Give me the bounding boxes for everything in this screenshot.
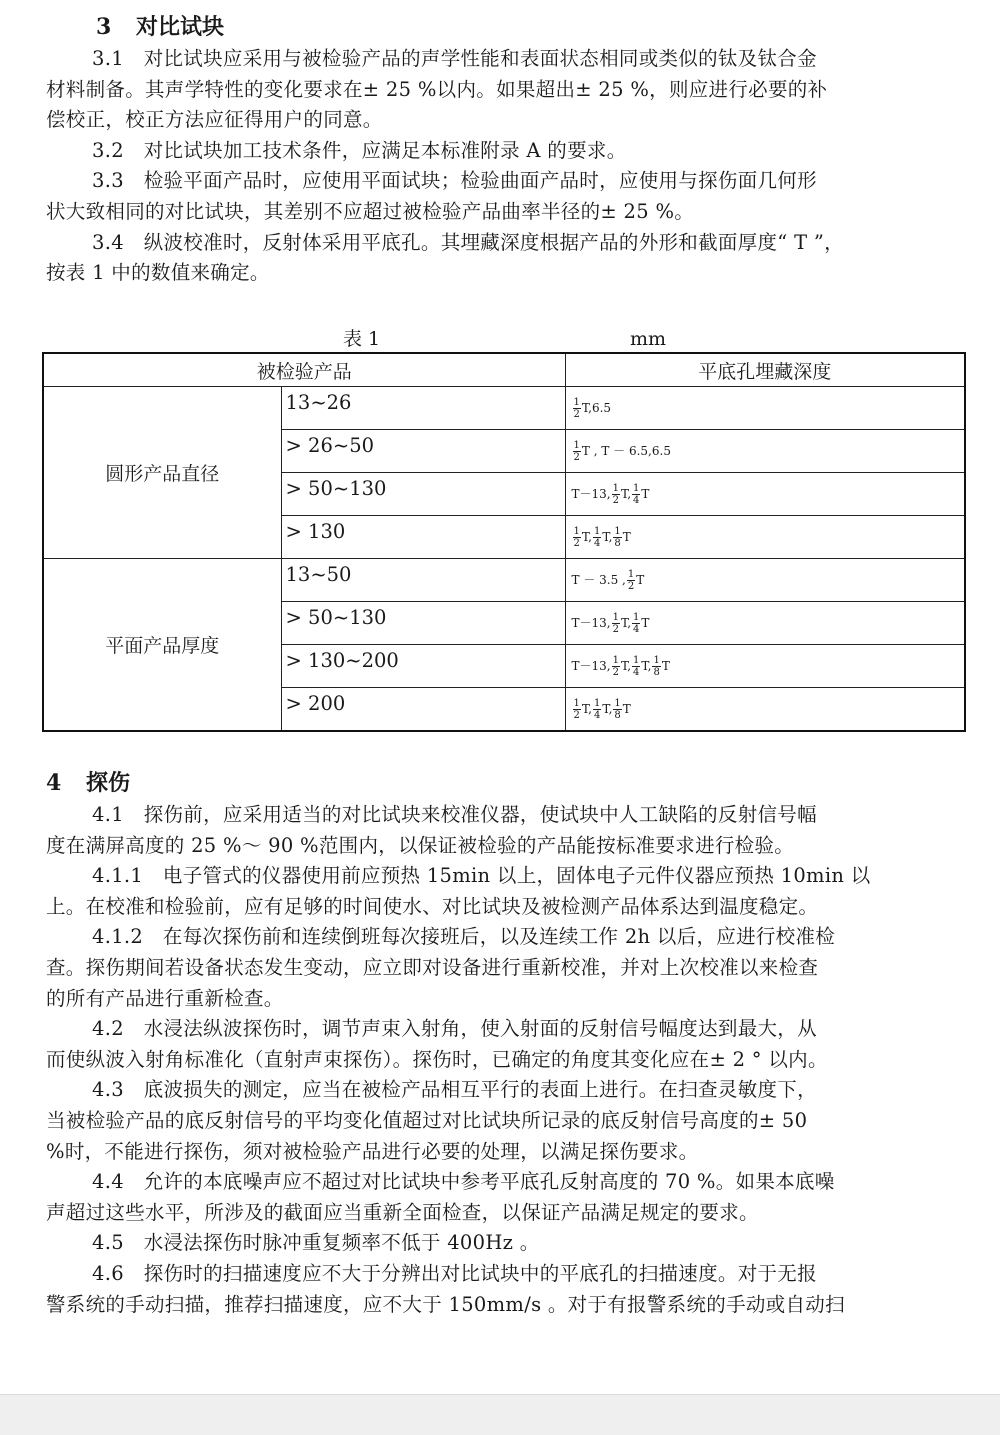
range-cell: > 130: [281, 516, 565, 559]
fraction-numerator: 1: [573, 697, 580, 709]
fraction: [613, 698, 621, 721]
paragraph-4-2: [46, 1014, 964, 1075]
fraction: [612, 483, 620, 506]
section-4-body: [46, 800, 964, 1320]
fraction: [593, 698, 601, 721]
depth-text: T: [641, 615, 650, 630]
group-label: 平面产品厚度: [43, 559, 281, 732]
text-line: %时，不能进行探伤，须对被检验产品进行必要的处理，以满足探伤要求。: [46, 1139, 699, 1163]
section-number: 4: [46, 770, 62, 796]
depth-text: T,6.5: [581, 400, 612, 415]
section-number: 3: [96, 14, 112, 40]
fraction-denominator: 2: [612, 666, 619, 678]
range-cell: > 130~200: [281, 645, 565, 688]
text-line: 3.1 对比试块应采用与被检验产品的声学性能和表面状态相同或类似的钛及钛合金: [92, 47, 817, 70]
fraction: [612, 655, 620, 678]
depth-cell: [565, 473, 965, 516]
depth-text: T,: [641, 658, 652, 673]
paragraph-4-1-1: [46, 861, 964, 922]
paragraph-4-6: [46, 1259, 964, 1320]
range-cell: 13~50: [281, 559, 565, 602]
depth-text: T: [636, 572, 645, 587]
paragraph-3-3: [46, 166, 964, 227]
depth-text: T,: [620, 658, 632, 673]
range-cell: 13~26: [281, 387, 565, 430]
fraction-numerator: 1: [593, 697, 601, 709]
depth-table: [42, 352, 966, 732]
depth-text: T,: [581, 701, 592, 716]
fraction-denominator: 4: [633, 666, 640, 678]
fraction: [613, 526, 621, 549]
fraction-denominator: 4: [593, 709, 601, 721]
paragraph-3-4: [46, 228, 964, 289]
fraction: [573, 440, 581, 463]
fraction-denominator: 8: [614, 537, 621, 549]
depth-text: T－13,: [571, 486, 611, 501]
fraction-denominator: 2: [627, 580, 635, 592]
depth-text: T－13,: [571, 658, 611, 673]
table-caption: 表 1: [343, 328, 381, 350]
paragraph-3-2: [46, 136, 964, 167]
paragraph-3-1: [46, 44, 964, 136]
fraction: [652, 655, 660, 678]
fraction: [627, 569, 635, 592]
range-cell: > 26~50: [281, 430, 565, 473]
fraction-numerator: 1: [614, 697, 621, 709]
fraction: [632, 612, 640, 635]
depth-text: T－13,: [571, 615, 611, 630]
fraction-denominator: 2: [573, 451, 580, 463]
header-product: 被检验产品: [43, 353, 565, 387]
depth-text: T,: [602, 701, 613, 716]
depth-cell: [565, 516, 965, 559]
text-line: 当被检验产品的底反射信号的平均变化值超过对比试块所记录的底反射信号高度的± 50: [46, 1108, 808, 1132]
text-line: 4.6 探伤时的扫描速度应不大于分辨出对比试块中的平底孔的扫描速度。对于无报: [92, 1261, 817, 1285]
text-line: 的所有产品进行重新检查。: [46, 986, 284, 1010]
section-title: 对比试块: [136, 14, 225, 40]
group-label: 圆形产品直径: [43, 387, 281, 559]
depth-text: T,: [602, 529, 613, 544]
text-line: 度在满屏高度的 25 %～ 90 %范围内，以保证被检验的产品能按标准要求进行检验。: [46, 833, 795, 857]
text-line: 3.3 检验平面产品时，应使用平面试块；检验曲面产品时，应使用与探伤面几何形: [92, 169, 817, 193]
text-line: 4.4 允许的本底噪声应不超过对比试块中参考平底孔反射高度的 70 %。如果本底噪: [92, 1170, 835, 1194]
text-line: 4.5 水浸法探伤时脉冲重复频率不低于 400Hz 。: [92, 1231, 540, 1255]
fraction: [632, 483, 640, 506]
paragraph-4-3: [46, 1075, 964, 1167]
fraction-numerator: 1: [573, 439, 580, 451]
header-depth: 平底孔埋藏深度: [565, 353, 965, 387]
fraction-numerator: 1: [612, 611, 619, 623]
depth-text: T,: [581, 529, 592, 544]
fraction: [573, 526, 581, 549]
paragraph-4-4: [46, 1167, 964, 1228]
fraction-denominator: 2: [573, 709, 580, 721]
fraction-denominator: 4: [633, 623, 640, 635]
range-cell: > 50~130: [281, 602, 565, 645]
depth-text: T: [661, 658, 670, 673]
fraction-denominator: 2: [573, 537, 580, 549]
fraction: [573, 698, 581, 721]
text-line: 4.3 底波损失的测定，应当在被检产品相互平行的表面上进行。在扫查灵敏度下，: [92, 1078, 817, 1102]
fraction: [632, 655, 640, 678]
text-line: 警系统的手动扫描，推荐扫描速度，应不大于 150mm/s 。对于有报警系统的手动或自动扫: [46, 1292, 845, 1316]
fraction-numerator: 1: [633, 611, 640, 623]
text-line: 上。在校准和检验前，应有足够的时间使水、对比试块及被检测产品体系达到温度稳定。: [46, 894, 819, 918]
section-3-body: [46, 44, 964, 289]
depth-cell: [565, 430, 965, 473]
depth-text: T,: [620, 486, 632, 501]
table-unit: mm: [630, 328, 667, 350]
fraction-denominator: 2: [612, 494, 619, 506]
section-3-heading: [96, 12, 224, 42]
text-line: 偿校正，校正方法应征得用户的同意。: [46, 108, 383, 132]
viewer-bottom-bar: [0, 1394, 1000, 1435]
paragraph-4-1-2: [46, 922, 964, 1014]
text-line: 4.2 水浸法纵波探伤时，调节声束入射角，使入射面的反射信号幅度达到最大，从: [92, 1017, 817, 1041]
depth-cell: [565, 645, 965, 688]
fraction-numerator: 1: [614, 525, 621, 537]
fraction-numerator: 1: [627, 568, 635, 580]
range-cell: > 200: [281, 688, 565, 732]
depth-text: T: [641, 486, 650, 501]
fraction: [593, 526, 601, 549]
text-line: 声超过这些水平，所涉及的截面应当重新全面检查，以保证产品满足规定的要求。: [46, 1200, 759, 1224]
depth-cell: [565, 559, 965, 602]
range-cell: > 50~130: [281, 473, 565, 516]
depth-text: T,: [620, 615, 632, 630]
depth-text: T － 3.5 ,: [571, 572, 626, 587]
text-line: 而使纵波入射角标准化（直射声束探伤）。探伤时，已确定的角度其变化应在± 2 ° 以内。: [46, 1047, 828, 1071]
fraction-numerator: 1: [573, 525, 580, 537]
fraction-numerator: 1: [612, 654, 619, 666]
fraction-denominator: 8: [614, 709, 621, 721]
paragraph-4-5: [46, 1228, 964, 1259]
paragraph-4-1: [46, 800, 964, 861]
depth-text: T , T － 6.5,6.5: [581, 443, 671, 458]
text-line: 4.1.1 电子管式的仪器使用前应预热 15min 以上，固体电子元件仪器应预热 10min 以: [92, 864, 871, 888]
fraction-numerator: 1: [633, 654, 640, 666]
fraction-denominator: 2: [573, 408, 580, 420]
depth-text: T: [622, 701, 631, 716]
section-title: 探伤: [86, 770, 131, 796]
section-4-heading: [46, 768, 130, 798]
depth-cell: [565, 602, 965, 645]
fraction: [612, 612, 620, 635]
fraction-numerator: 1: [612, 482, 619, 494]
fraction-numerator: 1: [633, 482, 640, 494]
fraction-denominator: 4: [593, 537, 601, 549]
table-row: [43, 559, 965, 602]
fraction-denominator: 8: [653, 666, 660, 678]
text-line: 4.1 探伤前，应采用适当的对比试块来校准仪器，使试块中人工缺陷的反射信号幅: [92, 803, 817, 826]
text-line: 3.2 对比试块加工技术条件，应满足本标准附录 A 的要求。: [92, 138, 627, 162]
fraction-denominator: 4: [633, 494, 640, 506]
text-line: 3.4 纵波校准时，反射体采用平底孔。其埋藏深度根据产品的外形和截面厚度“ T ”，: [92, 230, 844, 254]
fraction-numerator: 1: [653, 654, 660, 666]
text-line: 查。探伤期间若设备状态发生变动，应立即对设备进行重新校准，并对上次校准以来检查: [46, 955, 819, 979]
depth-cell: [565, 688, 965, 732]
depth-text: T: [622, 529, 631, 544]
fraction: [573, 397, 581, 420]
text-line: 状大致相同的对比试块，其差别不应超过被检验产品曲率半径的± 25 %。: [46, 199, 695, 223]
fraction-denominator: 2: [612, 623, 619, 635]
text-line: 4.1.2 在每次探伤前和连续倒班每次接班后，以及连续工作 2h 以后，应进行校准检: [92, 925, 836, 949]
depth-cell: [565, 387, 965, 430]
table-row: [43, 387, 965, 430]
text-line: 材料制备。其声学特性的变化要求在± 25 %以内。如果超出± 25 %，则应进行必要的补: [46, 77, 828, 101]
fraction-numerator: 1: [593, 525, 601, 537]
text-line: 按表 1 中的数值来确定。: [46, 261, 270, 285]
fraction-numerator: 1: [573, 396, 580, 408]
